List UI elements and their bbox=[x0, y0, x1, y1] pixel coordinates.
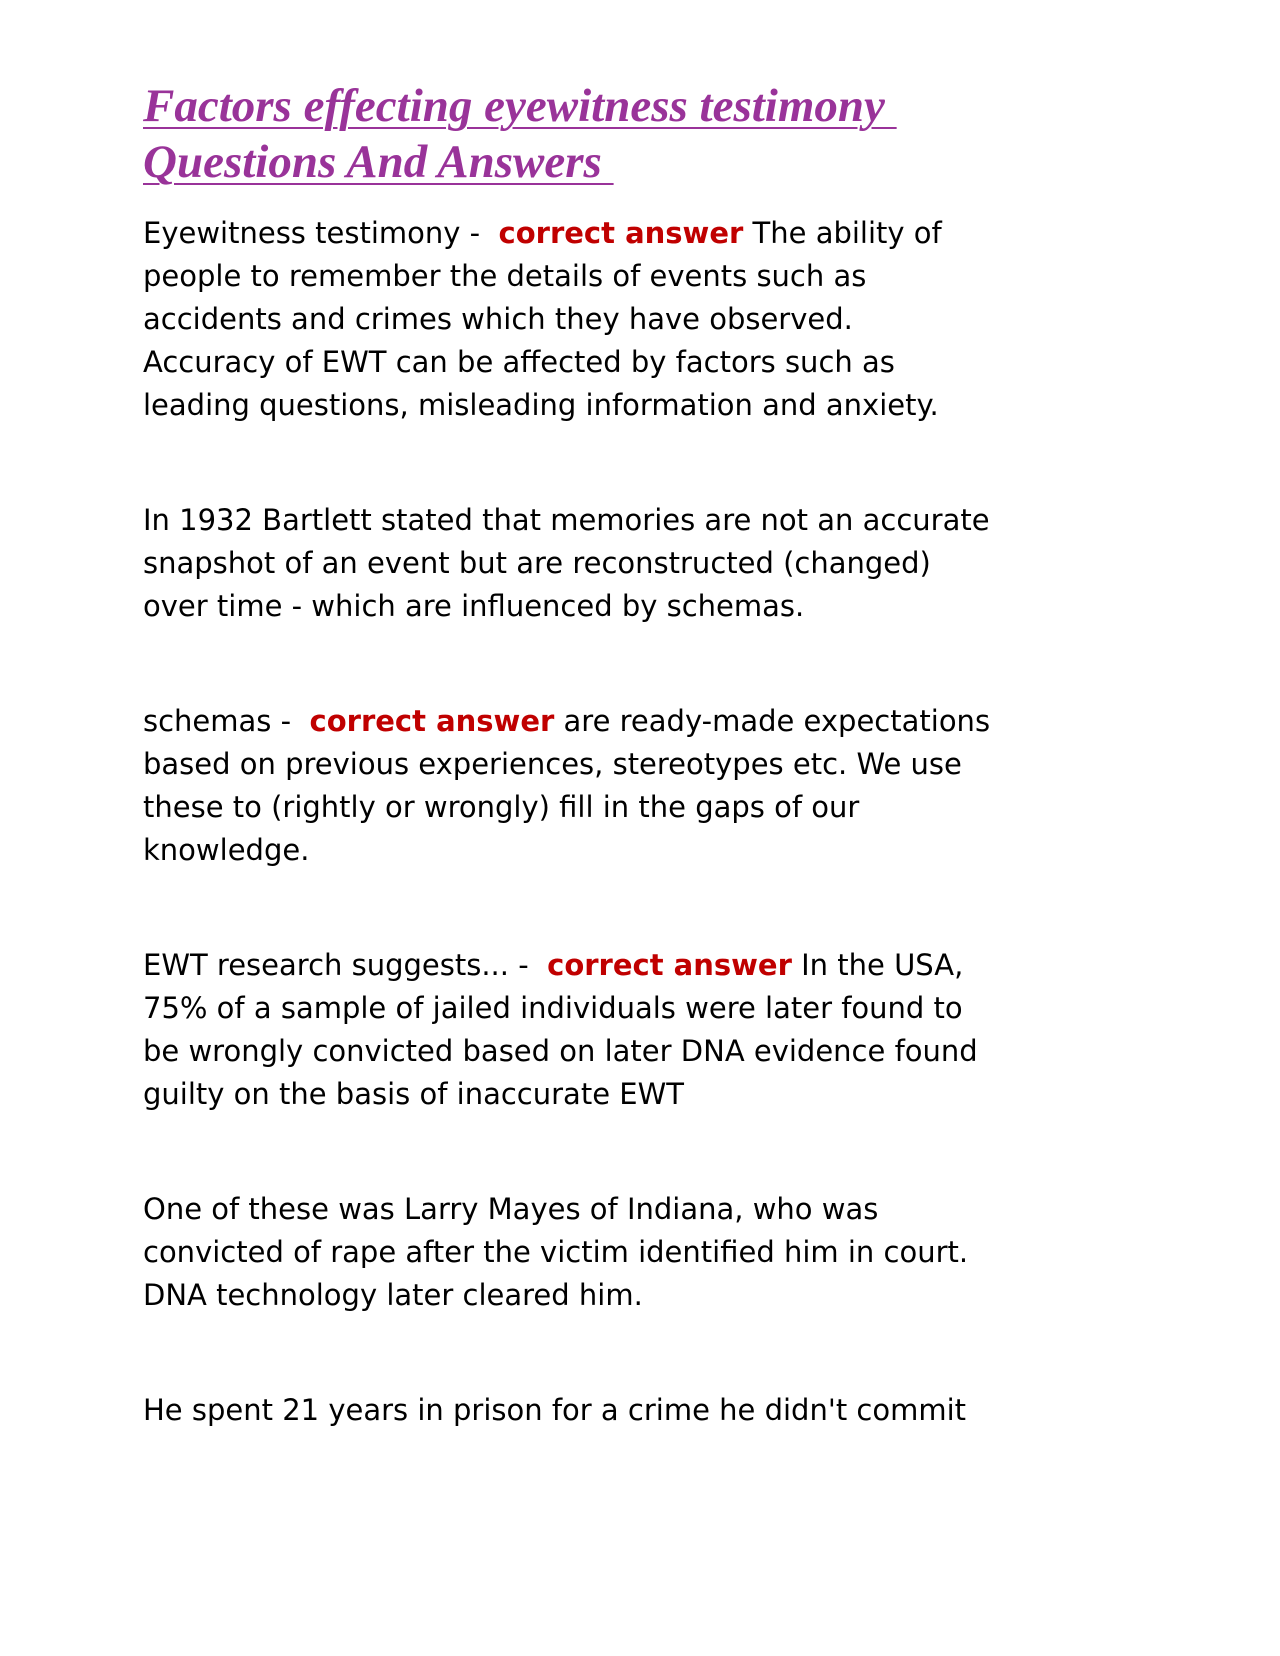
paragraph-line: DNA technology later cleared him. bbox=[143, 1278, 643, 1312]
title-line-1: Factors effecting eyewitness testimony bbox=[143, 80, 897, 132]
qa-paragraph bbox=[143, 700, 1143, 872]
paragraph-line: knowledge. bbox=[143, 833, 310, 867]
paragraph-line: be wrongly convicted based on later DNA evidence found bbox=[143, 1034, 978, 1068]
paragraph-line: these to (rightly or wrongly) fill in the gaps of our bbox=[143, 790, 860, 824]
qa-paragraph bbox=[143, 944, 1143, 1116]
paragraph-line: 75% of a sample of jailed individuals were later found to bbox=[143, 991, 963, 1025]
answer-text: In the USA, bbox=[791, 948, 964, 982]
paragraph-line: leading questions, misleading information and anxiety. bbox=[143, 388, 939, 422]
correct-answer-label: correct answer bbox=[309, 704, 555, 738]
document-title bbox=[143, 78, 1143, 190]
qa-paragraph bbox=[143, 1188, 1143, 1317]
qa-paragraph bbox=[143, 212, 1143, 427]
question-term: schemas - bbox=[143, 704, 310, 738]
paragraph-line: In 1932 Bartlett stated that memories are not an accurate bbox=[143, 503, 990, 537]
answer-text: are ready-made expectations bbox=[554, 704, 991, 738]
correct-answer-label: correct answer bbox=[547, 948, 792, 982]
paragraph-line: accidents and crimes which they have observed. bbox=[143, 302, 853, 336]
paragraph-first-line bbox=[143, 212, 1143, 255]
paragraph-first-line bbox=[143, 944, 1143, 987]
answer-text: The ability of bbox=[743, 216, 942, 250]
paragraph-line: people to remember the details of events such as bbox=[143, 259, 867, 293]
paragraph-line: convicted of rape after the victim identified him in court. bbox=[143, 1235, 969, 1269]
correct-answer-label: correct answer bbox=[498, 216, 744, 250]
paragraph-line: One of these was Larry Mayes of Indiana, who was bbox=[143, 1192, 879, 1226]
paragraph-line: over time - which are influenced by schemas. bbox=[143, 589, 805, 623]
paragraph-line: based on previous experiences, stereotypes etc. We use bbox=[143, 747, 962, 781]
qa-paragraph bbox=[143, 1389, 1143, 1432]
paragraph-line: snapshot of an event but are reconstructed (changed) bbox=[143, 546, 931, 580]
paragraph-first-line bbox=[143, 700, 1143, 743]
qa-list bbox=[143, 212, 1143, 1432]
paragraph-line: He spent 21 years in prison for a crime he didn't commit bbox=[143, 1393, 967, 1427]
paragraph-line: guilty on the basis of inaccurate EWT bbox=[143, 1077, 684, 1111]
question-term: EWT research suggests... - bbox=[143, 948, 548, 982]
qa-paragraph bbox=[143, 499, 1143, 628]
document-page bbox=[143, 78, 1143, 1504]
question-term: Eyewitness testimony - bbox=[143, 216, 499, 250]
title-line-2: Questions And Answers bbox=[143, 136, 614, 188]
paragraph-line: Accuracy of EWT can be affected by factors such as bbox=[143, 345, 895, 379]
